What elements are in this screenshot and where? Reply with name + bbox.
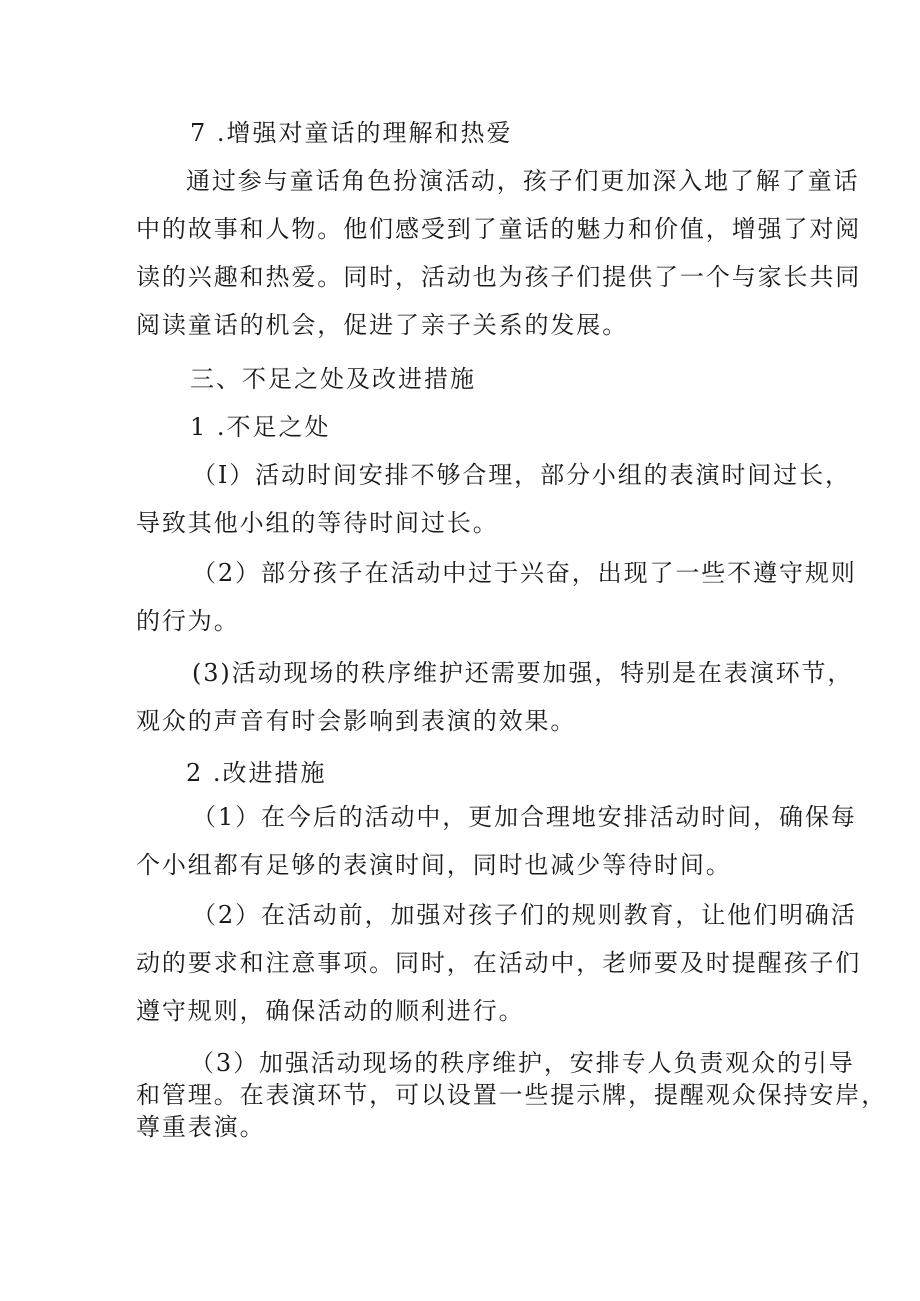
section-heading-3: 三、不足之处及改进措施	[190, 365, 476, 393]
subsection-heading-1: 1 .不足之处	[190, 413, 331, 441]
list-item-line: 的行为。	[136, 607, 240, 635]
list-item-line: （3）加强活动现场的秩序维护，安排专人负责观众的引导	[190, 1049, 855, 1077]
paragraph-line: 通过参与童话角色扮演活动，孩子们更加深入地了解了童话	[186, 167, 860, 195]
subsection-heading-2: 2 .改进措施	[186, 759, 327, 787]
list-item-line: 动的要求和注意事项。同时，在活动中，老师要及时提醒孩子们	[136, 949, 862, 977]
list-item-line: 个小组都有足够的表演时间，同时也减少等待时间。	[136, 851, 732, 879]
section-heading-7: 7 .增强对童话的理解和热爱	[190, 119, 513, 147]
list-item-line: （2）在活动前，加强对孩子们的规则教育，让他们明确活	[192, 901, 857, 929]
list-item-line: 遵守规则，确保活动的顺利进行。	[136, 997, 525, 1025]
list-item-line: 尊重表演。	[136, 1113, 266, 1141]
list-item-line: (3)活动现场的秩序维护还需要加强，特别是在表演环节，	[192, 659, 854, 687]
list-item-line: 导致其他小组的等待时间过长。	[136, 509, 499, 537]
list-item-line: （I）活动时间安排不够合理，部分小组的表演时间过长，	[192, 461, 851, 489]
paragraph-line: 阅读童话的机会，促进了亲子关系的发展。	[136, 311, 629, 339]
paragraph-line: 中的故事和人物。他们感受到了童话的魅力和价值，增强了对阅	[136, 215, 862, 243]
list-item-line: 观众的声音有时会影响到表演的效果。	[136, 707, 577, 735]
paragraph-line: 读的兴趣和热爱。同时，活动也为孩子们提供了一个与家长共同	[136, 263, 862, 291]
list-item-line: 和管理。在表演环节，可以设置一些提示牌，提醒观众保持安岸，	[136, 1081, 888, 1109]
list-item-line: （2）部分孩子在活动中过于兴奋，出现了一些不遵守规则	[192, 559, 857, 587]
list-item-line: （1）在今后的活动中，更加合理地安排活动时间，确保每	[192, 803, 857, 831]
